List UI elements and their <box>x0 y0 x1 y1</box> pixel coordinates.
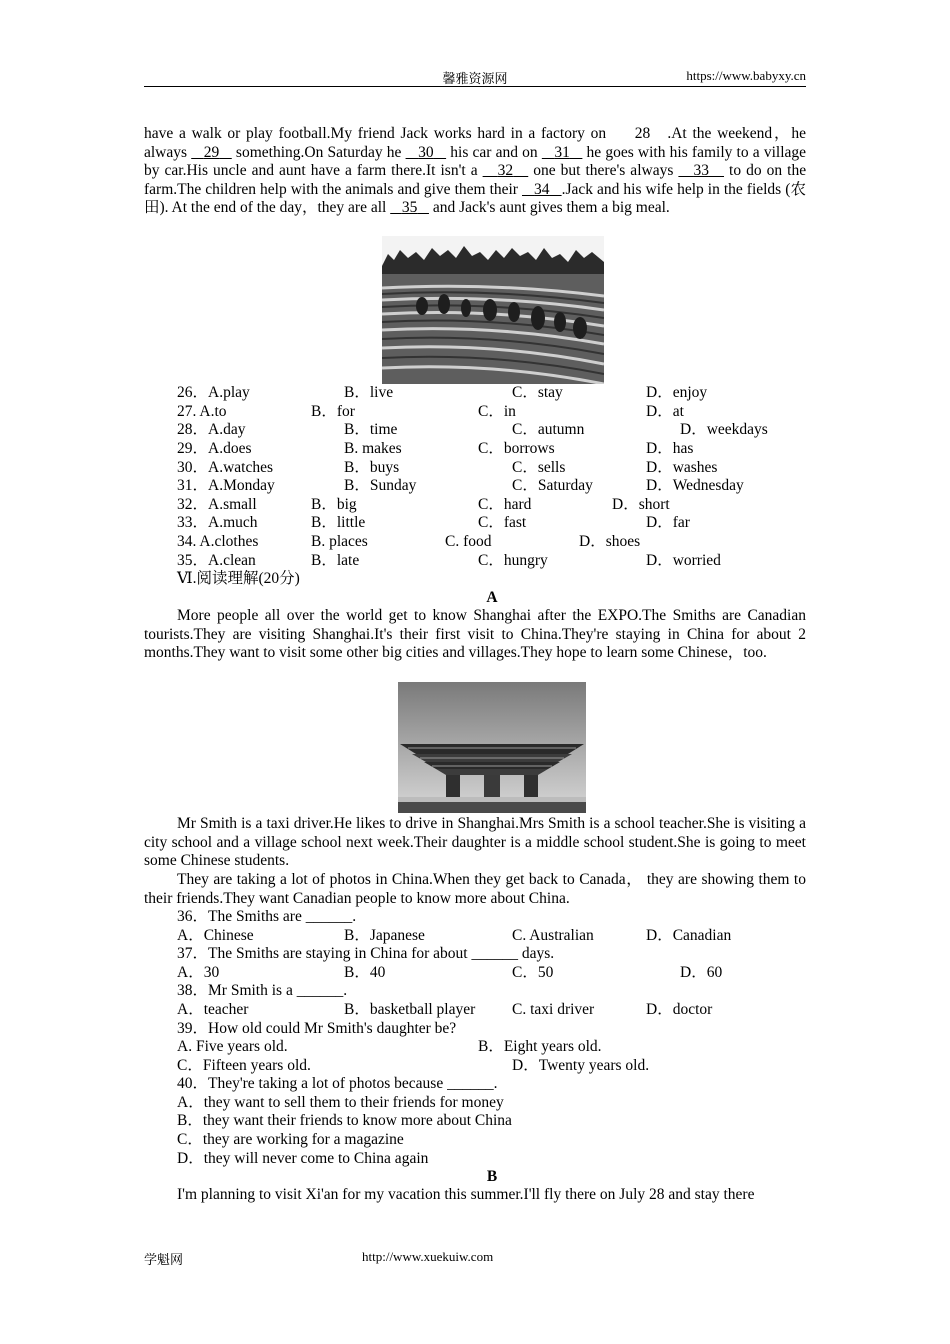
footer-site-name: 学魁网 <box>144 1252 184 1267</box>
question-36: 36．The Smiths are ______. <box>177 908 357 925</box>
option-32-b: B．big <box>311 496 357 513</box>
option-30-d: D．washes <box>646 459 718 476</box>
passage-a-paragraph-3: They are taking a lot of photos in China.When they get back to Canada， they are showing them to their friends.They want Canadian people to know more about China. <box>144 871 806 907</box>
option-31-b: B．Sunday <box>344 477 417 494</box>
option-35-d: D．worried <box>646 552 721 569</box>
question-39: 39．How old could Mr Smith's daughter be? <box>177 1020 457 1037</box>
q36-option-c: C. Australian <box>512 927 594 944</box>
option-27-a: 27. A.to <box>177 403 227 420</box>
option-33-c: C．fast <box>478 514 527 531</box>
option-34-c: C. food <box>445 533 492 550</box>
option-28-d: D．weekdays <box>680 421 768 438</box>
option-26-d: D．enjoy <box>646 384 708 401</box>
q39-option-a: A. Five years old. <box>177 1038 288 1055</box>
passage-a-paragraph-2: Mr Smith is a taxi driver.He likes to drive in Shanghai.Mrs Smith is a school teacher.She is visiting a city school and a village school next week.Their daughter is a middle school student.She is going to meet some Chinese students. <box>144 815 806 870</box>
option-26-b: B．live <box>344 384 394 401</box>
header-site-name: 馨雅资源网 <box>442 71 508 86</box>
question-38: 38．Mr Smith is a ______. <box>177 982 348 999</box>
option-27-d: D．at <box>646 403 684 420</box>
option-33-a: 33．A.much <box>177 514 258 531</box>
passage-a-paragraph-1: More people all over the world get to know Shanghai after the EXPO.The Smiths are Canadian tourists.They are visiting Shanghai.It's their first visit to China.They're staying in China for about 2 months.They want to visit some other big cities and villages.They hope to learn some Chinese，too. <box>144 607 806 662</box>
q40-option-a: A．they want to sell them to their friends for money <box>177 1094 504 1111</box>
option-35-a: 35．A.clean <box>177 552 256 569</box>
footer-url: http://www.xuekuiw.com <box>362 1249 494 1264</box>
question-37: 37．The Smiths are staying in China for about ______ days. <box>177 945 555 962</box>
blank-35: 35 <box>401 199 418 217</box>
q39-option-c: C．Fifteen years old. <box>177 1057 311 1074</box>
option-34-b: B. places <box>311 533 368 550</box>
option-30-b: B．buys <box>344 459 400 476</box>
q36-option-d: D．Canadian <box>646 927 732 944</box>
blank-34: 34 <box>534 180 550 198</box>
question-40: 40．They're taking a lot of photos because ______. <box>177 1075 498 1092</box>
option-30-a: 30．A.watches <box>177 459 273 476</box>
q37-option-c: C．50 <box>512 964 554 981</box>
option-31-a: 31．A.Monday <box>177 477 275 494</box>
option-31-d: D．Wednesday <box>646 477 744 494</box>
q40-option-d: D．they will never come to China again <box>177 1150 429 1167</box>
option-35-c: C．hungry <box>478 552 548 569</box>
q36-option-b: B．Japanese <box>344 927 425 944</box>
option-35-b: B．late <box>311 552 360 569</box>
option-28-c: C．autumn <box>512 421 585 438</box>
option-26-a: 26．A.play <box>177 384 250 401</box>
q38-option-d: D．doctor <box>646 1001 713 1018</box>
blank-29: 29 <box>203 143 220 161</box>
option-33-d: D．far <box>646 514 690 531</box>
option-27-c: C．in <box>478 403 516 420</box>
passage-b-label: B <box>486 1168 498 1185</box>
q40-option-b: B．they want their friends to know more about China <box>177 1112 512 1129</box>
option-32-a: 32．A.small <box>177 496 257 513</box>
option-34-a: 34. A.clothes <box>177 533 259 550</box>
option-28-a: 28．A.day <box>177 421 246 438</box>
option-33-b: B．little <box>311 514 366 531</box>
blank-32: 32 <box>497 162 514 180</box>
option-29-a: 29．A.does <box>177 440 252 457</box>
q39-option-b: B．Eight years old. <box>478 1038 602 1055</box>
q39-option-d: D．Twenty years old. <box>512 1057 650 1074</box>
blank-28: 28 <box>634 125 651 142</box>
option-31-c: C．Saturday <box>512 477 593 494</box>
blank-33: 33 <box>693 162 709 180</box>
option-34-d: D．shoes <box>579 533 641 550</box>
option-30-c: C．sells <box>512 459 566 476</box>
passage-a-label: A <box>486 589 498 606</box>
q38-option-c: C. taxi driver <box>512 1001 595 1018</box>
q40-option-c: C．they are working for a magazine <box>177 1131 404 1148</box>
option-29-d: D．has <box>646 440 694 457</box>
option-27-b: B．for <box>311 403 355 420</box>
option-26-c: C．stay <box>512 384 563 401</box>
cloze-passage: have a walk or play football.My friend Jack works hard in a factory on 28 .At the weekend，he always 29 something.On Saturday he 30 his car and on 31 he goes with his family to a village by car.His uncle and aunt have a farm there.It isn't a 32 one but there's always 33 to do on the farm.The children help with the animals and give them their 34 .Jack and his wife help in the fields (农田). At the end of the day，they are all 35 and Jack's aunt gives them a big meal. <box>144 125 807 217</box>
option-29-c: C．borrows <box>478 440 555 457</box>
blank-30: 30 <box>418 143 434 161</box>
option-32-d: D．short <box>612 496 670 513</box>
q37-option-d: D．60 <box>680 964 723 981</box>
q36-option-a: A．Chinese <box>177 927 254 944</box>
section-title: Ⅵ.阅读理解(20分) <box>177 570 300 587</box>
q38-option-b: B．basketball player <box>344 1001 476 1018</box>
blank-31: 31 <box>554 143 570 161</box>
q37-option-a: A．30 <box>177 964 220 981</box>
option-28-b: B．time <box>344 421 398 438</box>
option-32-c: C．hard <box>478 496 532 513</box>
q37-option-b: B．40 <box>344 964 386 981</box>
farm-field-image <box>382 236 604 384</box>
option-29-b: B. makes <box>344 440 402 457</box>
q38-option-a: A．teacher <box>177 1001 249 1018</box>
china-pavilion-image <box>398 682 586 813</box>
passage-b-paragraph-1: I'm planning to visit Xi'an for my vacation this summer.I'll fly there on July 28 and stay there <box>177 1186 755 1203</box>
header-url: https://www.babyxy.cn <box>686 68 806 83</box>
page-header <box>144 66 806 87</box>
